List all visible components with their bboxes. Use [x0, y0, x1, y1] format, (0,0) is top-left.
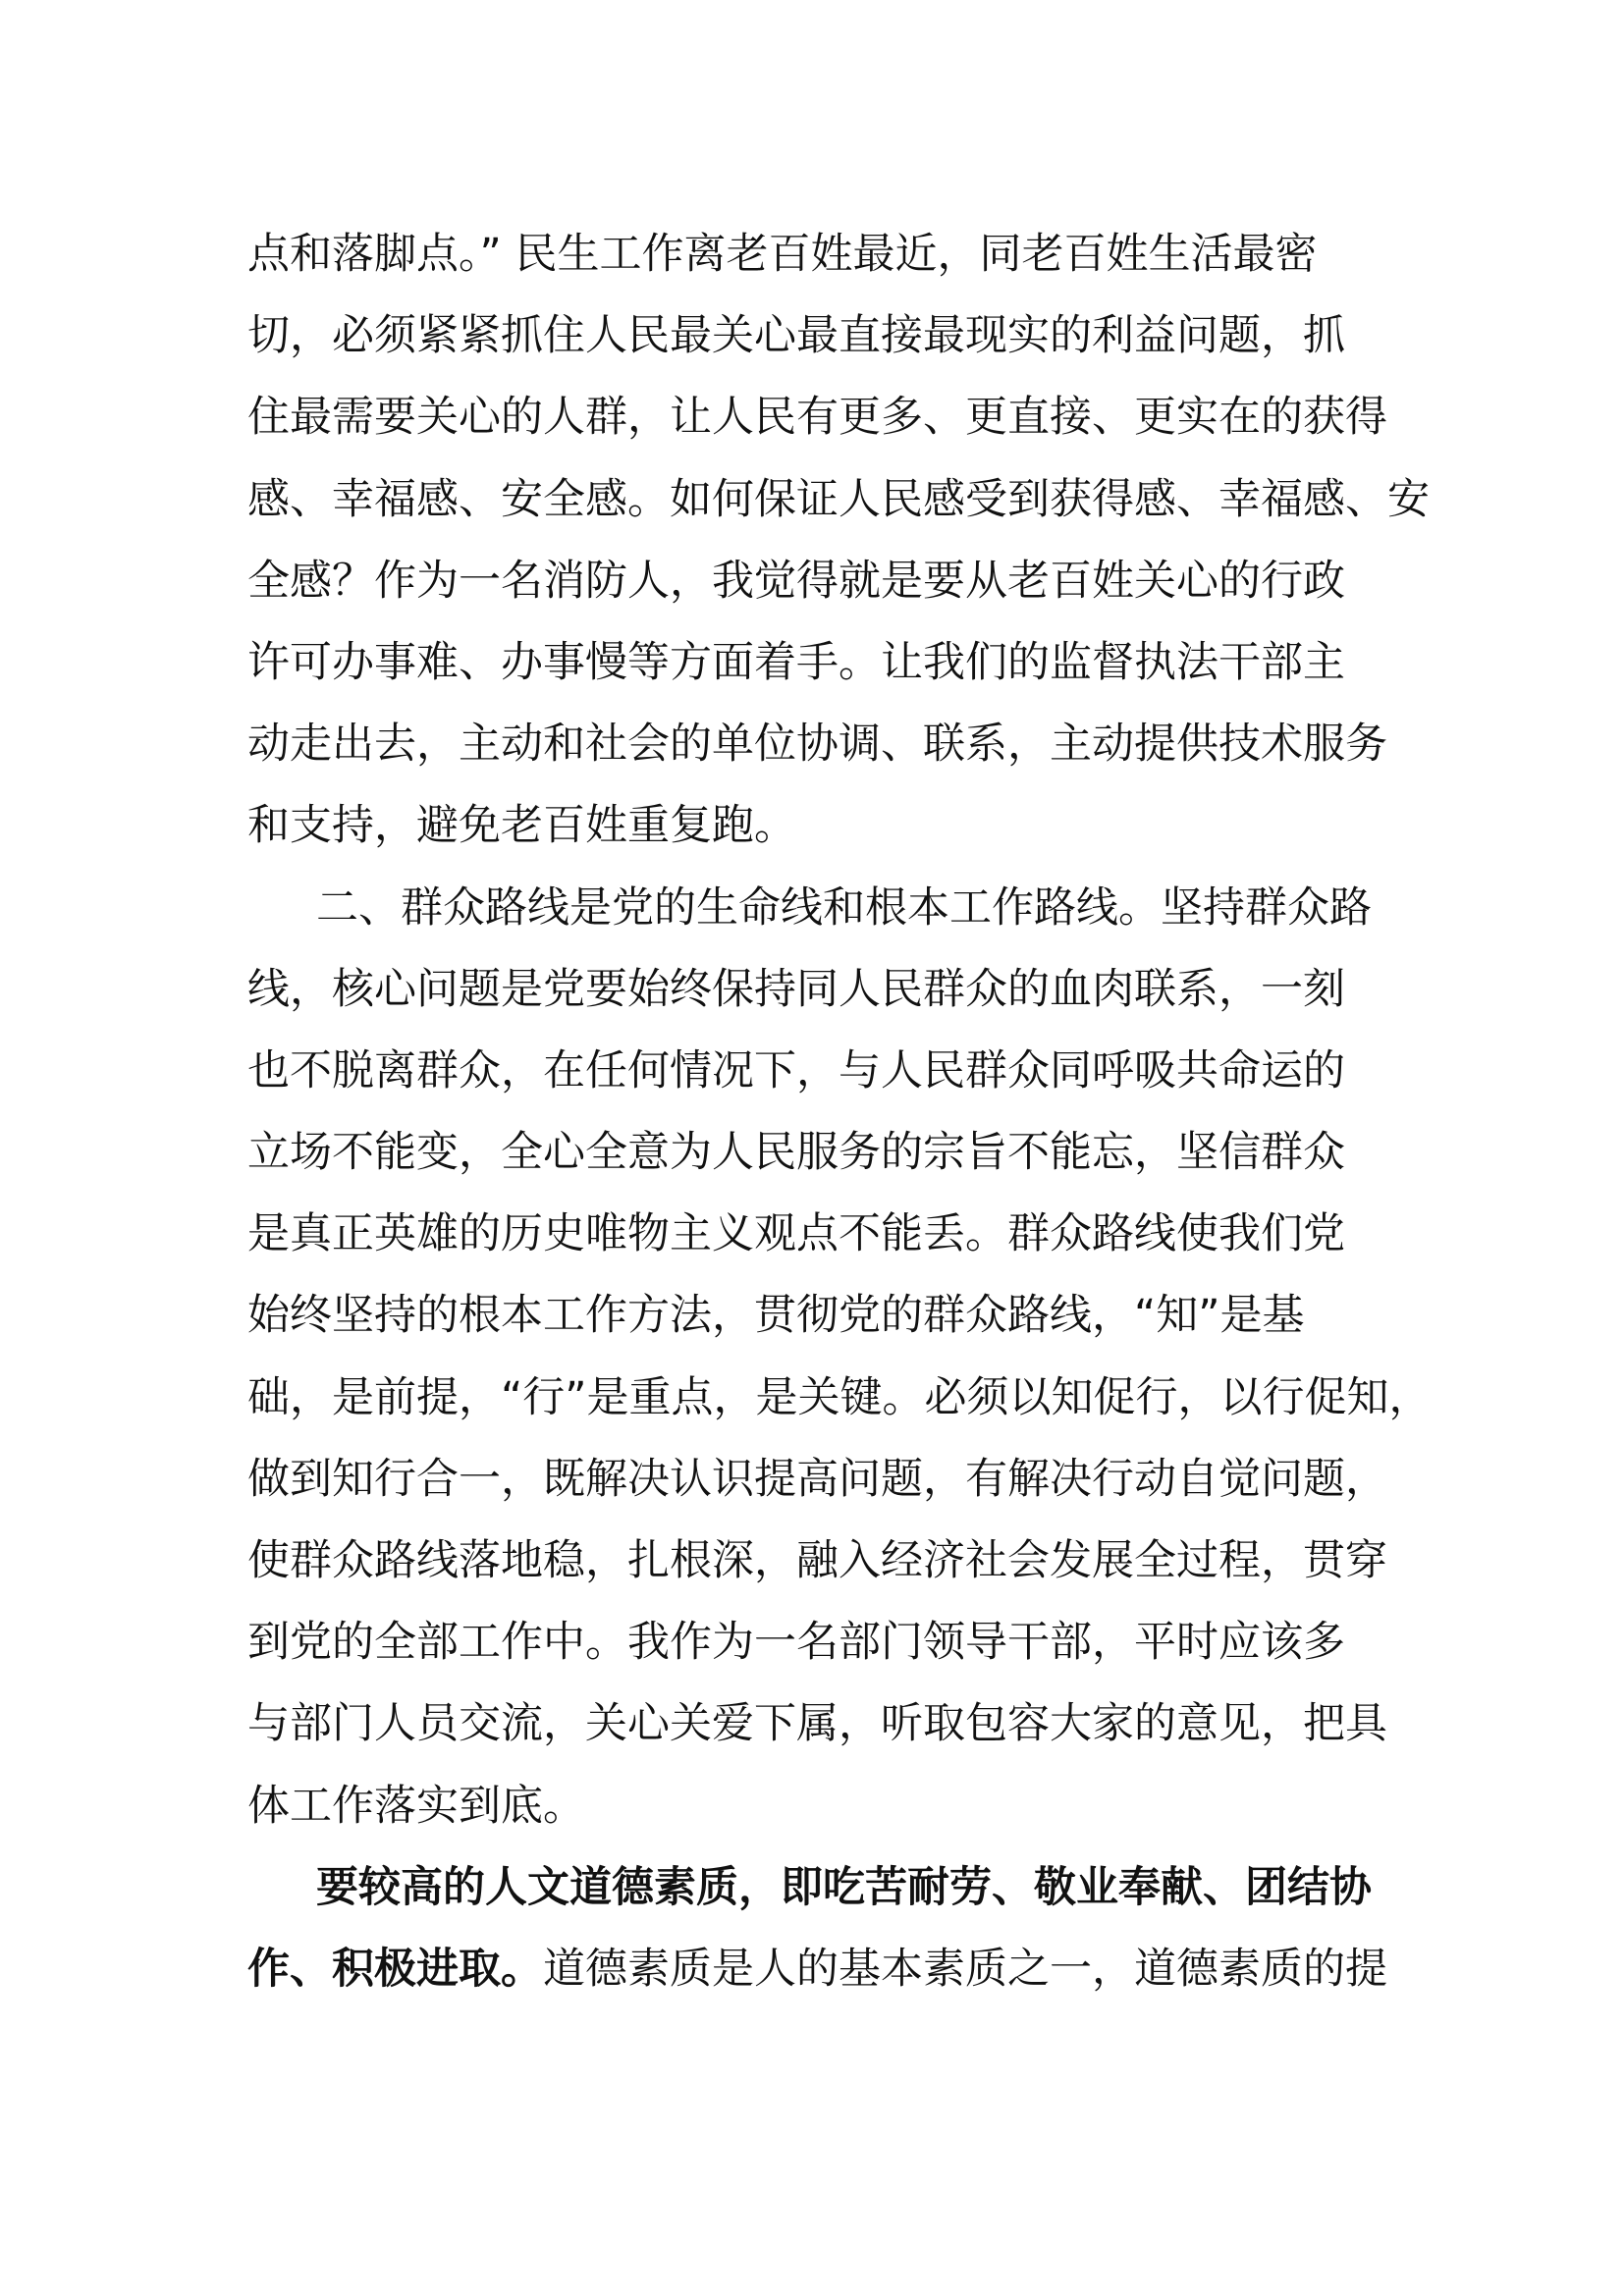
text-line: 许可办事难、办事慢等方面着手。让我们的监督执法干部主 [247, 637, 1345, 687]
text-line: 动走出去，主动和社会的单位协调、联系，主动提供技术服务 [247, 720, 1387, 770]
text-line: 住最需要关心的人群，让人民有更多、更直接、更实在的获得 [247, 393, 1387, 443]
text-line: 和支持，避免老百姓重复跑。 [247, 801, 796, 851]
bold-run: 作、积极进取。 [247, 1944, 543, 1994]
text-line: 体工作落实到底。 [247, 1781, 585, 1831]
paragraph-1 [247, 214, 1430, 868]
text-line: 做到知行合一，既解决认识提高问题，有解决行动自觉问题， [247, 1454, 1387, 1504]
text-line: 是真正英雄的历史唯物主义观点不能丢。群众路线使我们党 [247, 1209, 1345, 1259]
text-line: 线，核心问题是党要始终保持同人民群众的血肉联系，一刻 [247, 964, 1345, 1014]
text-line: 也不脱离群众，在任何情况下，与人民群众同呼吸共命运的 [247, 1045, 1345, 1095]
text-line: 切，必须紧紧抓住人民最关心最直接最现实的利益问题，抓 [247, 311, 1345, 361]
text-line: 全感？作为一名消防人，我觉得就是要从老百姓关心的行政 [247, 556, 1345, 606]
paragraph-2 [247, 868, 1432, 1847]
text-line: 础，是前提，“行”是重点，是关键。必须以知促行，以行促知， [247, 1372, 1432, 1422]
regular-run: 道德素质是人的基本素质之一，道德素质的提 [543, 1944, 1387, 1994]
text-line: 到党的全部工作中。我作为一名部门领导干部，平时应该多 [247, 1618, 1345, 1668]
text-line: 始终坚持的根本工作方法，贯彻党的群众路线，“知”是基 [247, 1291, 1305, 1341]
document-body [247, 214, 1432, 2010]
text-line [247, 1929, 1386, 2010]
paragraph-3 [247, 1847, 1386, 2010]
text-line: 点和落脚点。” 民生工作离老百姓最近，同老百姓生活最密 [247, 230, 1318, 279]
text-line: 与部门人员交流，关心关爱下属，听取包容大家的意见，把具 [247, 1699, 1387, 1749]
bold-text-line: 要较高的人文道德素质，即吃苦耐劳、敬业奉献、团结协 [316, 1862, 1372, 1912]
text-line: 二、群众路线是党的生命线和根本工作路线。坚持群众路 [316, 882, 1372, 933]
text-line: 使群众路线落地稳，扎根深，融入经济社会发展全过程，贯穿 [247, 1536, 1387, 1585]
text-line: 感、幸福感、安全感。如何保证人民感受到获得感、幸福感、安 [247, 474, 1430, 524]
text-line: 立场不能变，全心全意为人民服务的宗旨不能忘，坚信群众 [247, 1128, 1345, 1178]
